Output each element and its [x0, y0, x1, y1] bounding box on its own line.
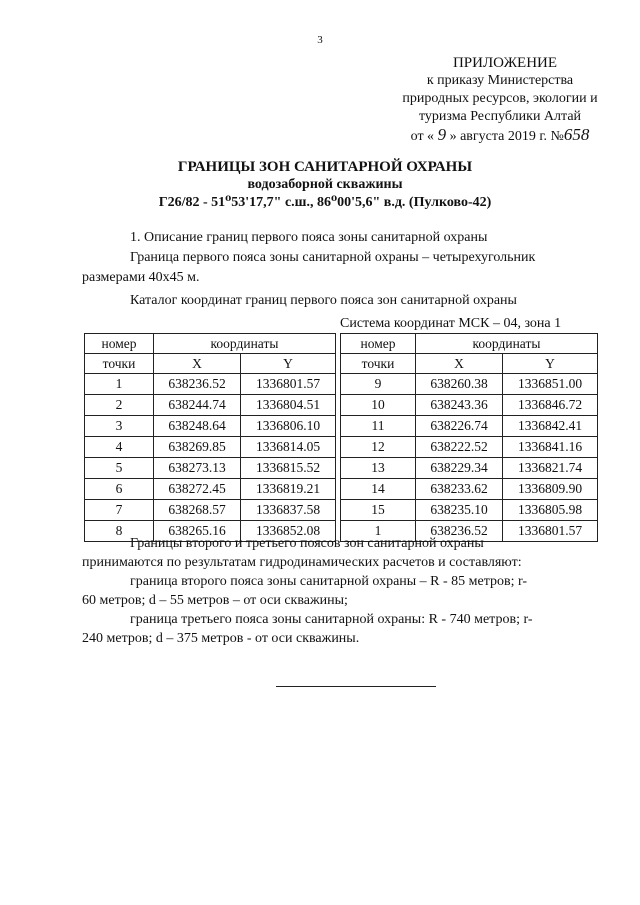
cell-point-number: 12: [341, 437, 416, 458]
title-line-3: Г26/82 - 51⁰53'17,7" с.ш., 86⁰00'5,6" в.д. (Пулково-42): [158, 195, 492, 210]
cell-x: 638236.52: [154, 374, 241, 395]
table-row: [85, 458, 336, 479]
appendix-line-3: туризма Республики Алтай: [418, 109, 582, 124]
table-row: [341, 437, 598, 458]
section-1: [82, 228, 582, 288]
section-2-p1-lead: Границы второго и третьего поясов зон санитарной охраны: [130, 536, 484, 551]
table-row: [341, 479, 598, 500]
cell-y: 1336852.08: [241, 521, 336, 542]
date-prefix: от «: [410, 129, 435, 144]
cell-x: 638244.74: [154, 395, 241, 416]
header-coordinates: координаты: [416, 334, 598, 354]
cell-y: 1336815.52: [241, 458, 336, 479]
cell-x: 638236.52: [416, 521, 503, 542]
appendix-line-1: к приказу Министерства: [426, 73, 574, 88]
table-row: [341, 500, 598, 521]
end-rule: [276, 686, 436, 687]
cell-y: 1336819.21: [241, 479, 336, 500]
cell-point-number: 10: [341, 395, 416, 416]
appendix-header: [370, 54, 610, 146]
cell-y: 1336814.05: [241, 437, 336, 458]
cell-x: 638273.13: [154, 458, 241, 479]
table-row: [85, 395, 336, 416]
cell-x: 638268.57: [154, 500, 241, 521]
cell-y: 1336837.58: [241, 500, 336, 521]
page-number: 3: [317, 34, 323, 46]
catalog-caption: Каталог координат границ первого пояса зон санитарной охраны: [130, 293, 517, 308]
section-1-para-rest: размерами 40х45 м.: [82, 270, 200, 285]
appendix-title: ПРИЛОЖЕНИЕ: [452, 55, 558, 71]
cell-x: 638222.52: [416, 437, 503, 458]
cell-point-number: 11: [341, 416, 416, 437]
cell-point-number: 1: [85, 374, 154, 395]
cell-y: 1336801.57: [241, 374, 336, 395]
cell-y: 1336804.51: [241, 395, 336, 416]
cell-x: 638260.38: [416, 374, 503, 395]
cell-y: 1336809.90: [503, 479, 598, 500]
table-row: [85, 479, 336, 500]
cell-x: 638243.36: [416, 395, 503, 416]
header-y: Y: [241, 354, 336, 374]
cell-point-number: 2: [85, 395, 154, 416]
header-coordinates: координаты: [154, 334, 336, 354]
cell-point-number: 3: [85, 416, 154, 437]
section-2-p2-lead: граница второго пояса зоны санитарной охраны – R - 85 метров; r-: [130, 574, 528, 589]
section-2-p1-rest: принимаются по результатам гидродинамических расчетов и составляют:: [82, 555, 522, 570]
cell-point-number: 4: [85, 437, 154, 458]
table-row: [85, 500, 336, 521]
cell-y: 1336821.74: [503, 458, 598, 479]
cell-x: 638226.74: [416, 416, 503, 437]
section-1-para-lead: Граница первого пояса зоны санитарной охраны – четырехугольник: [130, 250, 536, 265]
date-day-handwritten: 9: [437, 125, 447, 144]
order-number-handwritten: 658: [563, 125, 590, 144]
cell-y: 1336842.41: [503, 416, 598, 437]
cell-point-number: 15: [341, 500, 416, 521]
table-row: [85, 374, 336, 395]
cell-point-number: 5: [85, 458, 154, 479]
header-x: X: [154, 354, 241, 374]
coordinates-table-right: [340, 333, 598, 542]
cell-y: 1336846.72: [503, 395, 598, 416]
cell-y: 1336806.10: [241, 416, 336, 437]
cell-y: 1336801.57: [503, 521, 598, 542]
cell-x: 638248.64: [154, 416, 241, 437]
header-point: точки: [341, 354, 416, 374]
cell-point-number: 9: [341, 374, 416, 395]
section-1-heading: 1. Описание границ первого пояса зоны санитарной охраны: [130, 230, 488, 245]
cell-point-number: 6: [85, 479, 154, 500]
cell-x: 638235.10: [416, 500, 503, 521]
cell-x: 638272.45: [154, 479, 241, 500]
cell-y: 1336851.00: [503, 374, 598, 395]
table-row: [85, 437, 336, 458]
title-line-1: ГРАНИЦЫ ЗОН САНИТАРНОЙ ОХРАНЫ: [177, 159, 473, 175]
header-point: точки: [85, 354, 154, 374]
section-2: [82, 534, 582, 648]
header-x: X: [416, 354, 503, 374]
cell-x: 638265.16: [154, 521, 241, 542]
cell-point-number: 13: [341, 458, 416, 479]
date-suffix: » августа 2019 г. №: [449, 129, 564, 144]
cell-y: 1336841.16: [503, 437, 598, 458]
cell-x: 638269.85: [154, 437, 241, 458]
cell-x: 638233.62: [416, 479, 503, 500]
cell-y: 1336805.98: [503, 500, 598, 521]
table-row: [341, 458, 598, 479]
coordinate-system-label: Система координат МСК – 04, зона 1: [340, 316, 562, 331]
appendix-date: [370, 126, 610, 146]
section-2-p3-lead: граница третьего пояса зоны санитарной охраны: R - 740 метров; r-: [130, 612, 533, 627]
header-y: Y: [503, 354, 598, 374]
cell-x: 638229.34: [416, 458, 503, 479]
cell-point-number: 14: [341, 479, 416, 500]
table-row: [341, 395, 598, 416]
table-row: [341, 374, 598, 395]
cell-point-number: 1: [341, 521, 416, 542]
section-2-p3-rest: 240 метров; d – 375 метров - от оси скважины.: [82, 631, 360, 646]
title-line-2: водозаборной скважины: [247, 177, 403, 192]
table-row: [85, 416, 336, 437]
table-row: [341, 416, 598, 437]
coordinates-table-left: [84, 333, 336, 542]
header-point-number: номер: [85, 334, 154, 354]
document-title: [110, 158, 540, 212]
cell-point-number: 7: [85, 500, 154, 521]
section-2-p2-rest: 60 метров; d – 55 метров – от оси скважины;: [82, 593, 348, 608]
header-point-number: номер: [341, 334, 416, 354]
appendix-line-2: природных ресурсов, экологии и: [402, 91, 598, 106]
cell-point-number: 8: [85, 521, 154, 542]
